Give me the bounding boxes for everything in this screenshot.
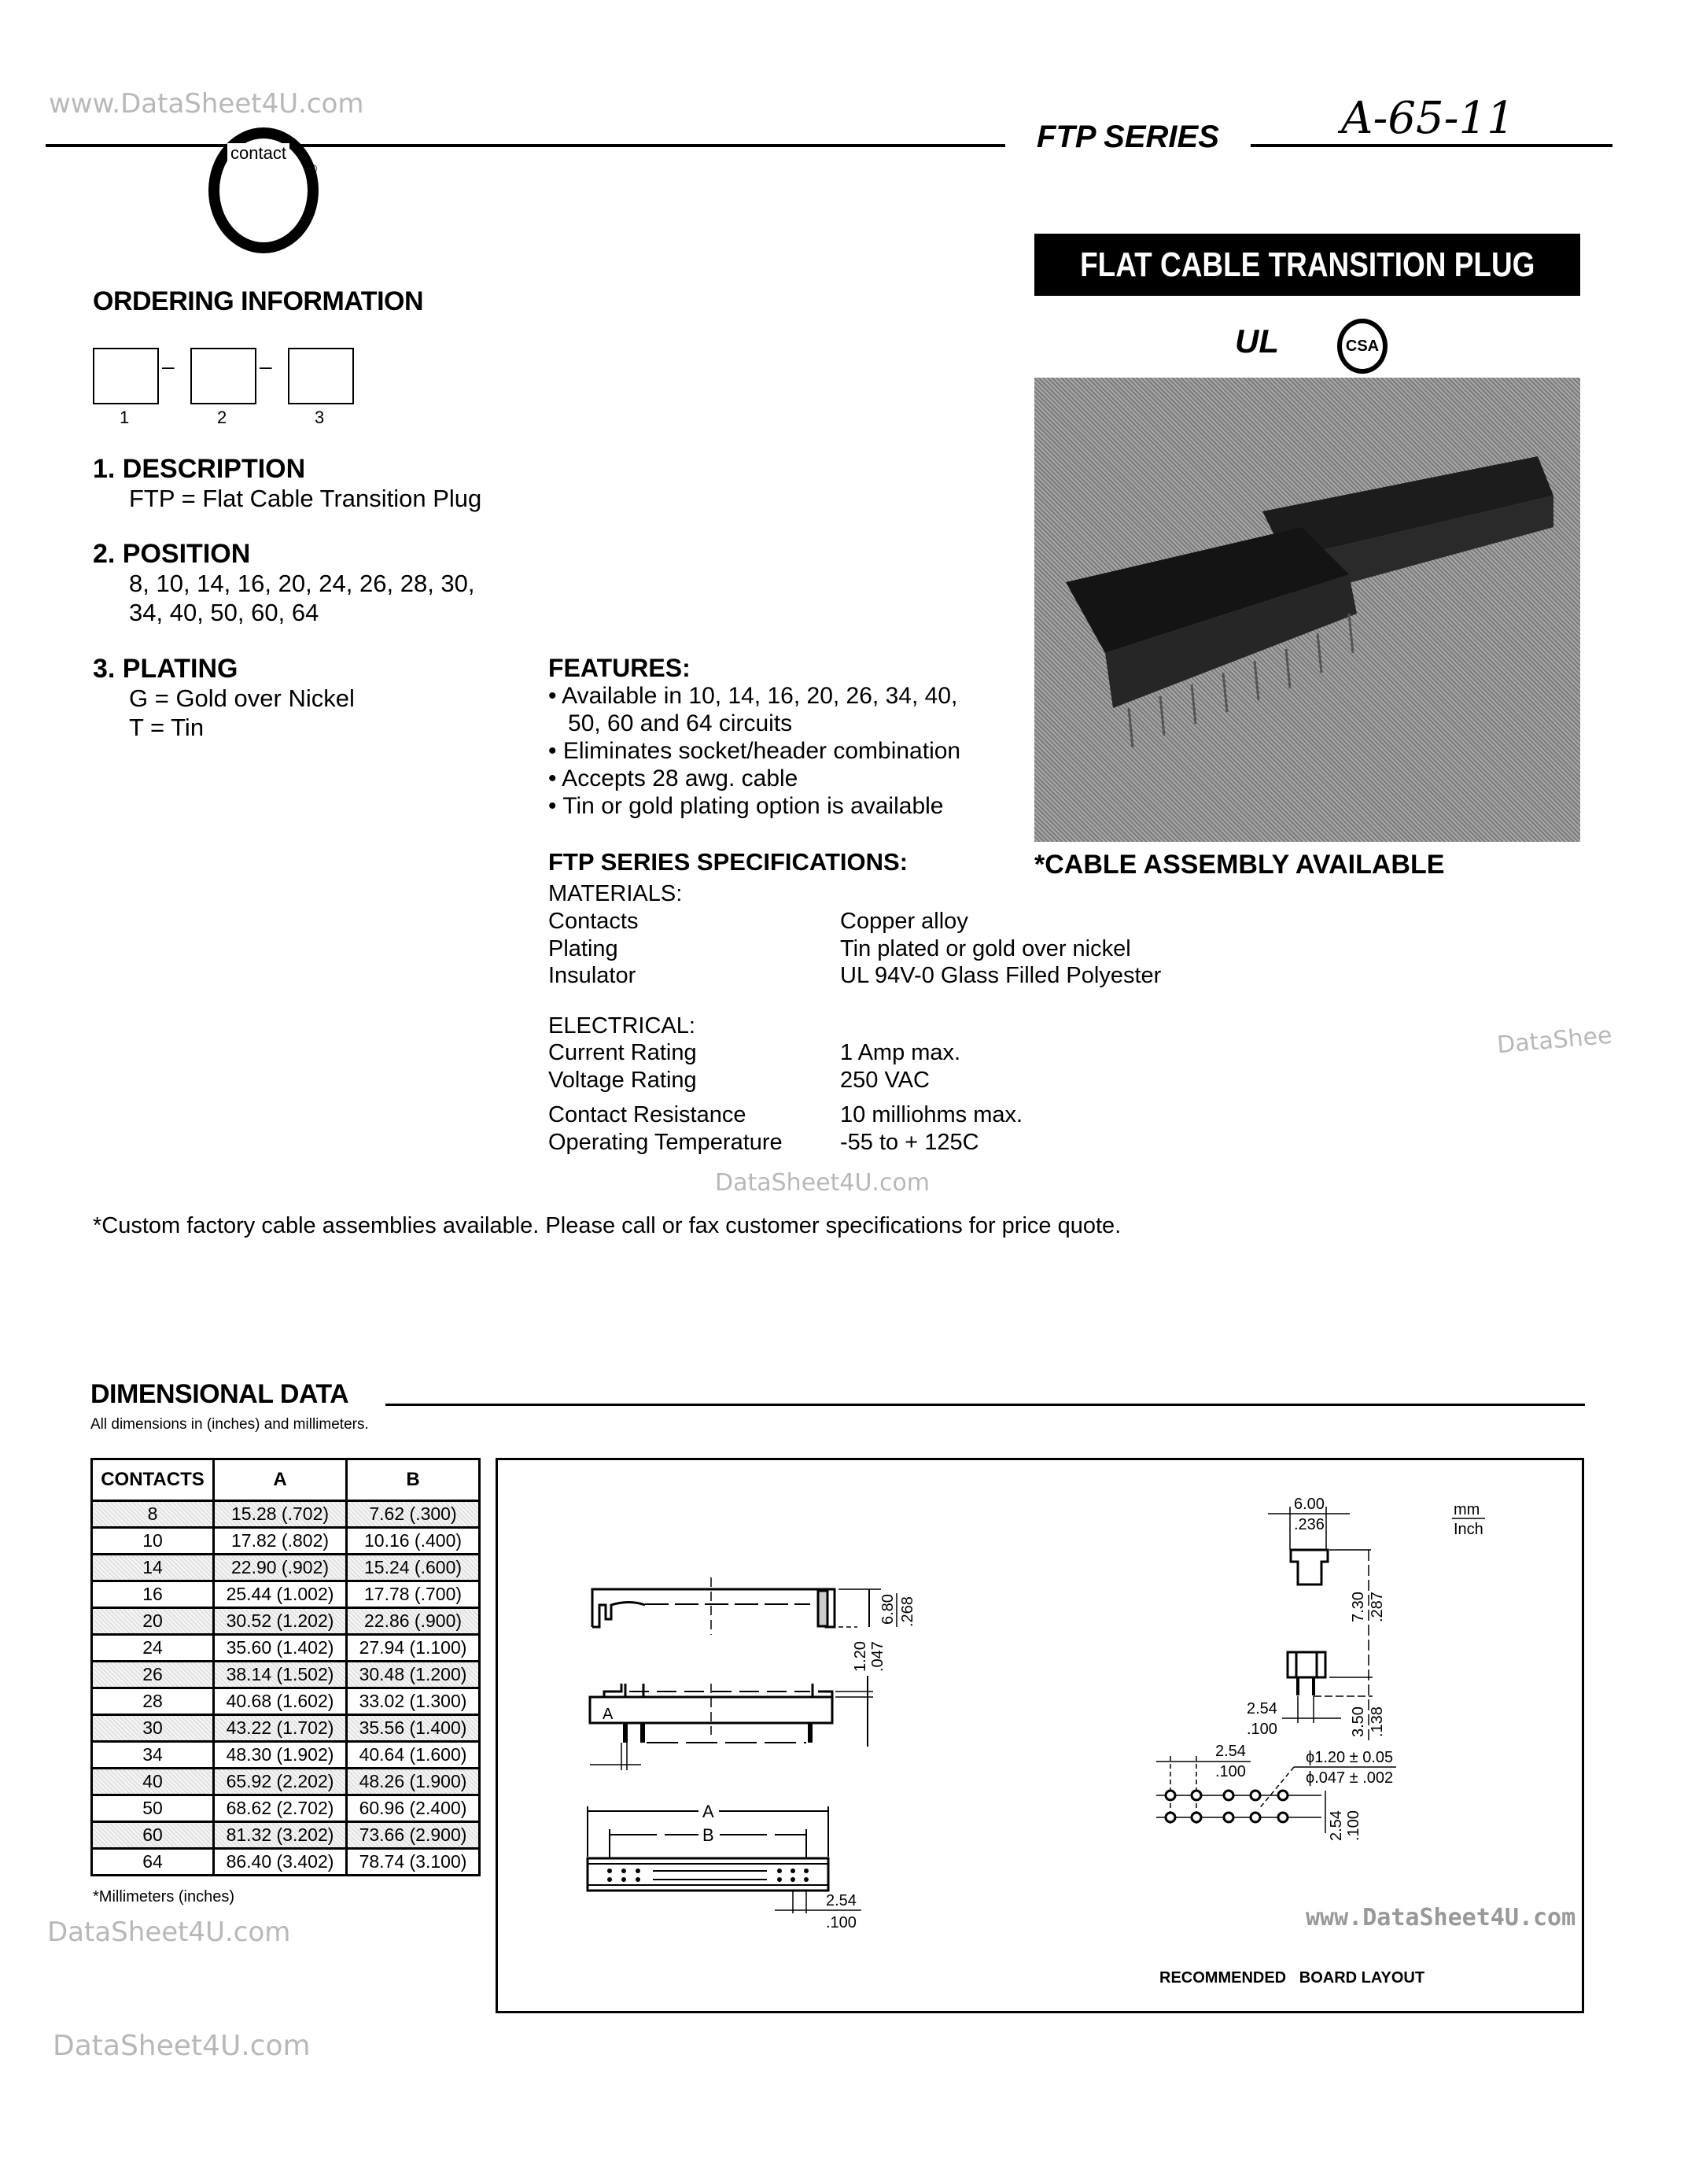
product-title-text: FLAT CABLE TRANSITION PLUG <box>1079 245 1535 284</box>
connector-photo-illustration <box>1034 378 1580 842</box>
pin <box>808 1723 813 1743</box>
ordering-title: ORDERING INFORMATION <box>93 286 424 316</box>
table-body <box>92 1501 480 1876</box>
watermark: www.DataSheet4U.com <box>49 88 364 120</box>
dimension-a-cell: 86.40 (3.402) <box>214 1849 347 1876</box>
contacts-cell: 16 <box>92 1581 214 1608</box>
box-label: 3 <box>315 408 325 427</box>
spec-value: 250 VAC <box>840 1068 930 1093</box>
spec-value: Copper alloy <box>840 909 968 934</box>
contacts-cell: 10 <box>92 1528 214 1555</box>
electrical-label: ELECTRICAL: <box>548 1013 695 1039</box>
contacts-cell: 64 <box>92 1849 214 1876</box>
dimension-a-cell: 30.52 (1.202) <box>214 1608 347 1635</box>
pin <box>640 1723 645 1743</box>
offset-mm-label: 1.20 <box>852 1641 869 1672</box>
overall-mm-label: 7.30 <box>1350 1592 1367 1622</box>
watermark: DataSheet4U.com <box>47 1917 291 1948</box>
dimension-b-cell: 17.78 (.700) <box>347 1581 480 1608</box>
table-row <box>92 1662 480 1688</box>
end-pitch-mm-label: 2.54 <box>1247 1700 1277 1717</box>
pin <box>623 1723 628 1743</box>
feature-item: • Accepts 28 awg. cable <box>548 766 798 791</box>
table-note: *Millimeters (inches) <box>93 1888 235 1905</box>
dimension-b-cell: 22.86 (.900) <box>347 1608 480 1635</box>
side-view <box>592 1577 916 1635</box>
contact-logo <box>208 127 319 253</box>
series-title: FTP SERIES <box>1030 120 1225 155</box>
table-row <box>92 1555 480 1581</box>
polarity-mark: A <box>603 1706 614 1723</box>
spec-value: -55 to + 125C <box>840 1130 979 1155</box>
box-label: 2 <box>217 408 227 427</box>
table-row <box>92 1822 480 1849</box>
dimension-a-cell: 43.22 (1.702) <box>214 1715 347 1742</box>
dimension-drawing <box>496 1458 1584 2013</box>
spec-label: Current Rating <box>548 1040 697 1065</box>
table-row <box>92 1635 480 1662</box>
watermark: www.DataSheet4U.com <box>1306 1904 1576 1931</box>
table-row <box>92 1769 480 1795</box>
dimensional-title: DIMENSIONAL DATA <box>90 1379 349 1409</box>
contacts-cell: 60 <box>92 1822 214 1849</box>
row-pitch-in-label: .100 <box>1345 1810 1362 1841</box>
table-row <box>92 1688 480 1715</box>
offset-in-label: .047 <box>869 1641 886 1672</box>
front-view <box>590 1641 886 1770</box>
dimensional-subtitle: All dimensions in (inches) and millimeters. <box>90 1416 369 1433</box>
plating-section <box>93 655 355 742</box>
overall-in-label: .287 <box>1369 1592 1386 1622</box>
materials-label: MATERIALS: <box>548 881 683 906</box>
height-in-label: .268 <box>899 1596 916 1627</box>
contacts-cell: 8 <box>92 1501 214 1528</box>
height-mm-label: 6.80 <box>879 1594 897 1625</box>
spec-label: Contact Resistance <box>548 1102 746 1127</box>
spec-value: UL 94V-0 Glass Filled Polyester <box>840 963 1162 988</box>
section-heading: 1. DESCRIPTION <box>93 454 306 484</box>
dimension-a-cell: 68.62 (2.702) <box>214 1795 347 1822</box>
technical-drawing <box>496 1458 1584 2013</box>
product-photo <box>1034 378 1580 842</box>
cable-assembly-note: *CABLE ASSEMBLY AVAILABLE <box>1034 850 1445 880</box>
features-title: FEATURES: <box>548 654 691 682</box>
contacts-cell: 34 <box>92 1742 214 1769</box>
end-pitch-in-label: .100 <box>1247 1721 1277 1738</box>
section-line: 34, 40, 50, 60, 64 <box>129 599 319 626</box>
units-mm-label: mm <box>1454 1501 1480 1518</box>
column-header: CONTACTS <box>92 1459 214 1501</box>
feature-item: 50, 60 and 64 circuits <box>548 710 793 736</box>
dimension-a-label: A <box>702 1802 714 1821</box>
board-layout <box>1156 1743 1424 1987</box>
registered-mark: ® <box>309 162 318 175</box>
header-rule <box>46 144 1005 147</box>
contacts-cell: 14 <box>92 1555 214 1581</box>
contacts-cell: 50 <box>92 1795 214 1822</box>
section-line: 8, 10, 14, 16, 20, 24, 26, 28, 30, <box>129 570 475 597</box>
pin-in-label: .138 <box>1369 1706 1386 1737</box>
table-row <box>92 1849 480 1876</box>
contacts-cell: 24 <box>92 1635 214 1662</box>
table-header-row <box>92 1459 480 1501</box>
order-code-box-1 <box>93 348 159 404</box>
dimension-b-cell: 78.74 (3.100) <box>347 1849 480 1876</box>
watermark: DataShee <box>1495 1021 1613 1060</box>
table-row <box>92 1608 480 1635</box>
layout-pitch-mm-label: 2.54 <box>1215 1743 1246 1760</box>
contacts-cell: 28 <box>92 1688 214 1715</box>
board-layout-caption: RECOMMENDED BOARD LAYOUT <box>1159 1969 1425 1987</box>
dimension-b-cell: 10.16 (.400) <box>347 1528 480 1555</box>
table-row <box>92 1528 480 1555</box>
product-title <box>1034 234 1580 296</box>
separator: – <box>162 354 175 378</box>
section-heading: 3. PLATING <box>93 654 238 684</box>
hole-in-label: ϕ.047 ± .002 <box>1306 1769 1394 1787</box>
dimension-a-cell: 22.90 (.902) <box>214 1555 347 1581</box>
dimension-b-cell: 30.48 (1.200) <box>347 1662 480 1688</box>
hole-mm-label: ϕ1.20 ± 0.05 <box>1306 1749 1394 1766</box>
table-row <box>92 1795 480 1822</box>
contacts-cell: 20 <box>92 1608 214 1635</box>
dimension-a-cell: 17.82 (.802) <box>214 1528 347 1555</box>
dimension-b-cell: 60.96 (2.400) <box>347 1795 480 1822</box>
watermark: DataSheet4U.com <box>715 1169 931 1197</box>
description-section <box>93 455 481 513</box>
dimension-a-cell: 81.32 (3.202) <box>214 1822 347 1849</box>
section-line: G = Gold over Nickel <box>129 684 355 712</box>
separator: – <box>260 354 272 378</box>
features-list <box>548 655 960 820</box>
spec-label: Plating <box>548 936 618 961</box>
spec-value: 10 milliohms max. <box>840 1102 1023 1127</box>
dimension-b-cell: 7.62 (.300) <box>347 1501 480 1528</box>
dimension-a-cell: 48.30 (1.902) <box>214 1742 347 1769</box>
pin-mm-label: 3.50 <box>1350 1706 1367 1737</box>
row-pitch-mm-label: 2.54 <box>1328 1810 1345 1841</box>
logo-text: contact <box>227 143 289 164</box>
table-row <box>92 1742 480 1769</box>
specs-title: FTP SERIES SPECIFICATIONS: <box>548 848 908 876</box>
end-view <box>1247 1496 1485 1740</box>
dimensions-table <box>90 1458 481 1876</box>
ul-listed-icon: UL <box>1235 323 1279 360</box>
dimension-a-cell: 15.28 (.702) <box>214 1501 347 1528</box>
dimension-b-cell: 27.94 (1.100) <box>347 1635 480 1662</box>
dimension-b-cell: 73.66 (2.900) <box>347 1822 480 1849</box>
column-header: B <box>347 1459 480 1501</box>
handwritten-reference: A-65-11 <box>1341 93 1515 144</box>
pitch-in-label: .100 <box>826 1914 857 1931</box>
feature-item: • Eliminates socket/header combination <box>548 738 961 764</box>
section-rule <box>385 1404 1585 1406</box>
dimension-a-cell: 40.68 (1.602) <box>214 1688 347 1715</box>
table-row <box>92 1715 480 1742</box>
contacts-cell: 40 <box>92 1769 214 1795</box>
spec-value: 1 Amp max. <box>840 1040 961 1065</box>
table-row <box>92 1581 480 1608</box>
spec-label: Voltage Rating <box>548 1068 697 1093</box>
position-section <box>93 540 475 627</box>
width-in-label: .236 <box>1294 1516 1325 1533</box>
contacts-cell: 30 <box>92 1715 214 1742</box>
dimension-a-cell: 38.14 (1.502) <box>214 1662 347 1688</box>
bottom-view <box>588 1802 861 1931</box>
dimension-b-cell: 35.56 (1.400) <box>347 1715 480 1742</box>
csa-certified-icon: CSA <box>1337 319 1388 374</box>
dimension-a-cell: 25.44 (1.002) <box>214 1581 347 1608</box>
layout-pitch-in-label: .100 <box>1215 1763 1246 1780</box>
dimension-b-cell: 33.02 (1.300) <box>347 1688 480 1715</box>
box-label: 1 <box>120 408 130 427</box>
feature-item: • Tin or gold plating option is available <box>548 793 944 819</box>
feature-item: • Available in 10, 14, 16, 20, 26, 34, 40, <box>548 683 958 709</box>
dimension-b-cell: 15.24 (.600) <box>347 1555 480 1581</box>
width-mm-label: 6.00 <box>1294 1496 1325 1513</box>
units-inch-label: Inch <box>1454 1521 1483 1538</box>
watermark: DataSheet4U.com <box>53 2030 311 2062</box>
column-header: A <box>214 1459 347 1501</box>
section-line: T = Tin <box>129 714 205 741</box>
section-heading: 2. POSITION <box>93 539 251 569</box>
spec-value: Tin plated or gold over nickel <box>840 936 1131 961</box>
dimension-b-label: B <box>702 1825 714 1845</box>
pitch-mm-label: 2.54 <box>826 1892 857 1909</box>
order-code-box-3 <box>288 348 354 404</box>
spec-label: Insulator <box>548 963 636 988</box>
header-rule <box>1251 144 1612 147</box>
dimension-b-cell: 40.64 (1.600) <box>347 1742 480 1769</box>
dimension-b-cell: 48.26 (1.900) <box>347 1769 480 1795</box>
contacts-cell: 26 <box>92 1662 214 1688</box>
spec-label: Operating Temperature <box>548 1130 783 1155</box>
dimension-a-cell: 65.92 (2.202) <box>214 1769 347 1795</box>
custom-assembly-note: *Custom factory cable assemblies available. Please call or fax customer specifications for price quote. <box>93 1213 1122 1238</box>
table-row <box>92 1501 480 1528</box>
spec-label: Contacts <box>548 909 639 934</box>
section-line: FTP = Flat Cable Transition Plug <box>129 485 482 512</box>
dimension-a-cell: 35.60 (1.402) <box>214 1635 347 1662</box>
order-code-box-2 <box>190 348 256 404</box>
